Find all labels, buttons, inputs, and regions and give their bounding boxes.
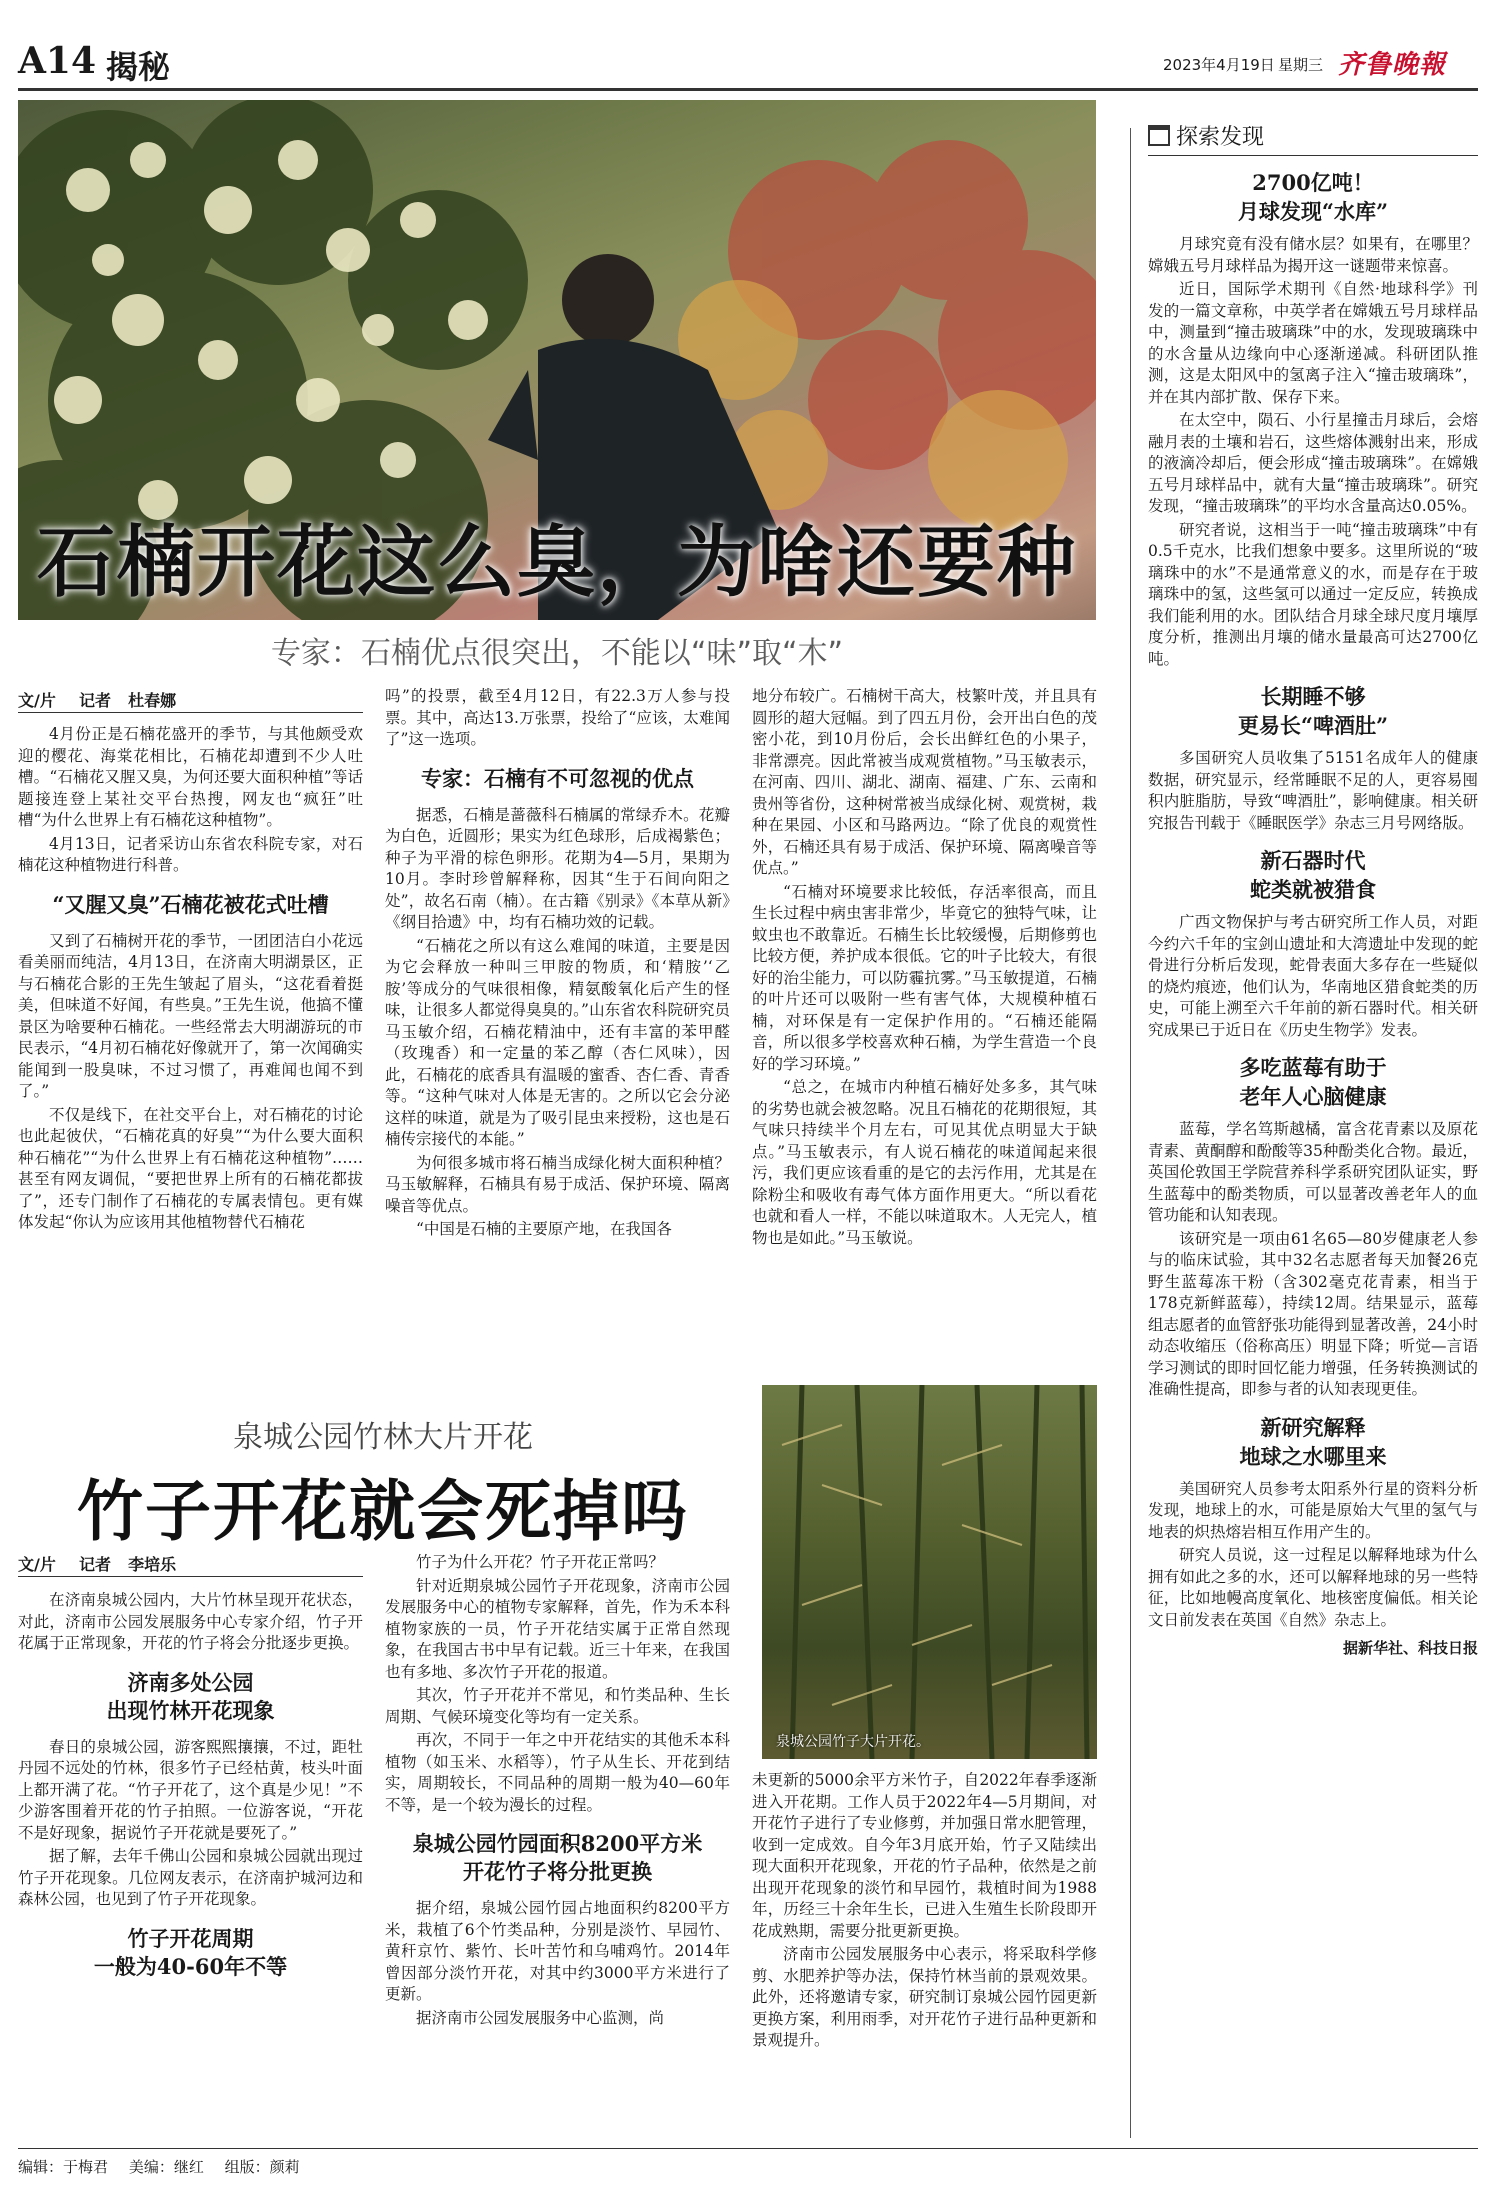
sidebar-item-head: 2700亿吨！ 月球发现“水库” bbox=[1237, 170, 1389, 224]
issue-date: 2023年4月19日 bbox=[1163, 56, 1275, 74]
sidebar-title-bar bbox=[1148, 120, 1478, 156]
photo-caption: 泉城公园竹子大片开花。 bbox=[776, 1734, 930, 1750]
article2-col2 bbox=[385, 1552, 730, 2150]
footer-rule bbox=[18, 2148, 1478, 2149]
sidebar-item-head: 新石器时代 蛇类就被猎食 bbox=[1250, 848, 1376, 902]
paragraph: 竹子为什么开花？竹子开花正常吗？ bbox=[416, 1553, 665, 1571]
paragraph: 4月13日，记者采访山东省农科院专家，对石楠花这种植物进行科普。 bbox=[18, 834, 363, 874]
article1-col1 bbox=[18, 724, 363, 1364]
sidebar-credit: 据新华社、科技日报 bbox=[1342, 1639, 1478, 1657]
art-label: 美编： bbox=[128, 2158, 174, 2176]
page-number: A14 bbox=[18, 40, 97, 82]
paragraph: 据济南市公园发展服务中心监测，尚 bbox=[416, 2008, 665, 2027]
paragraph: 据介绍，泉城公园竹园占地面积约8200平方米，栽植了6个竹类品种，分别是淡竹、早园竹、黄秆京竹、紫竹、长叶苦竹和乌哺鸡竹。2014年曾因部分淡竹开花，对其中约3000平方米进行了更新。 bbox=[385, 1899, 730, 2003]
bamboo-photo bbox=[762, 1385, 1097, 1759]
sidebar-item-head: 新研究解释 地球之水哪里来 bbox=[1239, 1414, 1387, 1469]
paragraph: 吗”的投票，截至4月12日，有22.3万人参与投票。其中，高达13.万张票，投给了“应该，太难闻了”这一选项。 bbox=[385, 687, 730, 748]
paragraph: 其次，竹子开花并不常见，和竹类品种、生长周期、气候环境变化等均有一定关系。 bbox=[385, 1686, 730, 1726]
paragraph: 地分布较广。石楠树干高大，枝繁叶茂，并且具有圆形的超大冠幅。到了四五月份，会开出白色的茂密小花，到10月份后，会长出鲜红色的小果子，非常漂亮。因此常被当成观赏植物。”马玉敏表示，在河南、四川、湖北、湖南、福建、广东、云南和贵州等省份，这种树常被当成绿化树、观赏树，栽种在果园、小区和马路两边。“除了优良的观赏性外，石楠还具有易于成活、保护环境、隔离噪音等优点。” bbox=[752, 687, 1097, 877]
paragraph: 春日的泉城公园，游客熙熙攘攘，不过，距牡丹园不远处的竹林，很多竹子已经枯黄，枝头叶面上都开满了花。“竹子开花了，这个真是少见！”不少游客围着开花的竹子拍照。一位游客说，“开花不是好现象，据说竹子开花就是要死了。” bbox=[18, 1737, 363, 1842]
paragraph: “中国是石楠的主要原产地，在我国各 bbox=[416, 1220, 672, 1238]
paragraph: 4月份正是石楠花盛开的季节，与其他颇受欢迎的樱花、海棠花相比，石楠花却遭到不少人吐槽。“石楠花又腥又臭，为何还要大面积种植”等话题接连登上某社交平台热搜，网友也“疯狂”吐槽“为什么世界上有石楠花这种植物”。 bbox=[18, 725, 363, 829]
sidebar-divider bbox=[1130, 128, 1131, 2138]
header-rule bbox=[18, 88, 1478, 91]
sidebar-title: 探索发现 bbox=[1176, 125, 1265, 150]
proof-name: 颜莉 bbox=[269, 2158, 300, 2176]
byline-name: 李培乐 bbox=[128, 1555, 177, 1574]
sidebar-item bbox=[1148, 846, 1478, 1041]
paragraph: 为何很多城市将石楠当成绿化树大面积种植？马玉敏解释，石楠具有易于成活、保护环境、隔离噪音等优点。 bbox=[385, 1153, 730, 1215]
proof-label: 组版： bbox=[224, 2158, 270, 2176]
byline-role: 记者 bbox=[78, 691, 111, 710]
paragraph: 蓝莓，学名笃斯越橘，富含花青素以及原花青素、黄酮醇和酚酸等35种酚类化合物。最近，英国伦敦国王学院营养科学系研究团队证实，野生蓝莓中的酚类物质，可以显著改善老年人的血管功能和认知表现。 bbox=[1148, 1120, 1478, 1224]
article1-col3 bbox=[752, 686, 1097, 1364]
newspaper-logo: 齐鲁晚報 bbox=[1338, 50, 1447, 80]
byline-label: 文/片 bbox=[18, 691, 56, 710]
article1-col2 bbox=[385, 686, 730, 1364]
sidebar-item bbox=[1148, 168, 1478, 670]
paragraph: 广西文物保护与考古研究所工作人员，对距今约六千年的宝剑山遗址和大湾遗址中发现的蛇骨进行分析后发现，蛇骨表面大多存在一些疑似的烧灼痕迹，他们认为，华南地区猎食蛇类的历史，可能上溯至六千年前的新石器时代。相关研究成果已于近日在《历史生物学》发表。 bbox=[1148, 913, 1478, 1039]
paragraph: “石楠对环境要求比较低，存活率很高，而且生长过程中病虫害非常少，毕竟它的独特气味，让蚊虫也不敢靠近。石楠生长比较缓慢，后期修剪也比较方便，养护成本很低。它的叶子比较大，有很好的治尘能力，可以防霾抗雾。”马玉敏提道，石楠的叶片还可以吸附一些有害气体，大规模种植石楠，对环保是有一定保护作用的。“石楠还能隔音，所以很多学校喜欢种石楠，为学生营造一个良好的学习环境。” bbox=[752, 882, 1097, 1073]
paragraph: 据了解，去年千佛山公园和泉城公园就出现过竹子开花现象。几位网友表示，在济南护城河边和森林公园，也见到了竹子开花现象。 bbox=[18, 1847, 363, 1908]
footer-credits bbox=[18, 2156, 300, 2177]
byline-label: 文/片 bbox=[18, 1555, 56, 1574]
paragraph: 在太空中，陨石、小行星撞击月球后，会熔融月表的土壤和岩石，这些熔体溅射出来，形成的液滴冷却后，便会形成“撞击玻璃珠”。在嫦娥五号月球样品中，就有大量“撞击玻璃珠”。研究发现，“撞击玻璃珠”的平均水含量高达0.05%。 bbox=[1148, 411, 1478, 515]
sidebar-item bbox=[1148, 682, 1478, 834]
paragraph: 该研究是一项由61名65—80岁健康老人参与的临床试验，其中32名志愿者每天加餐26克野生蓝莓冻干粉（含302毫克花青素，相当于178克新鲜蓝莓），持续12周。结果显示，蓝莓组志愿者的血管舒张功能得到显著改善，24小时动态收缩压（俗称高压）明显下降；听觉—言语学习测试的即时回忆能力增强，任务转换测试的准确性提高，即参与者的认知表现更佳。 bbox=[1148, 1229, 1478, 1398]
editor-name: 于梅君 bbox=[63, 2158, 109, 2176]
paragraph: 近日，国际学术期刊《自然·地球科学》刊发的一篇文章称，中英学者在嫦娥五号月球样品中，测量到“撞击玻璃珠”中的水，发现玻璃珠中的水含量从边缘向中心逐渐递减。科研团队推测，这是太阳风中的氢离子注入“撞击玻璃珠”，并在其内部扩散、保存下来。 bbox=[1148, 280, 1478, 406]
subheading: 泉城公园竹园面积8200平方米 开花竹子将分批更换 bbox=[412, 1831, 703, 1884]
article2-headline: 竹子开花就会死掉吗 bbox=[77, 1472, 689, 1550]
art-name: 继红 bbox=[173, 2158, 204, 2176]
article2-kicker: 泉城公园竹林大片开花 bbox=[233, 1420, 533, 1455]
subheading: 济南多处公园 出现竹林开花现象 bbox=[106, 1669, 275, 1723]
paragraph: 在济南泉城公园内，大片竹林呈现开花状态，对此，济南市公园发展服务中心专家介绍，竹子开花属于正常现象，开花的竹子将会分批逐步更换。 bbox=[18, 1591, 363, 1652]
article2-byline bbox=[18, 1552, 176, 1575]
sidebar-item-head: 长期睡不够 更易长“啤酒肚” bbox=[1237, 684, 1389, 738]
article2-col3 bbox=[752, 1770, 1097, 2150]
article1-byline bbox=[18, 688, 176, 711]
article1-subhead: 专家：石楠优点很突出，不能以“味”取“木” bbox=[270, 636, 844, 671]
paragraph: 多国研究人员收集了5151名成年人的健康数据，研究显示，经常睡眠不足的人，更容易囤积内脏脂肪，导致“啤酒肚”，影响健康。相关研究报告刊载于《睡眠医学》杂志三月号网络版。 bbox=[1148, 749, 1478, 832]
paragraph: “总之，在城市内种植石楠好处多多，其气味的劣势也就会被忽略。况且石楠花的花期很短，其气味只持续半个月左右，可见其优点明显大于缺点。”马玉敏表示，有人说石楠花的味道闻起来很污，我们更应该看重的是它的去污作用，尤其是在除粉尘和吸收有毒气体方面作用更大。“所以看花也就和看人一样，不能以味道取木。人无完人，植物也是如此。”马玉敏说。 bbox=[752, 1078, 1097, 1247]
byline-rule bbox=[18, 712, 363, 713]
paragraph: 又到了石楠树开花的季节，一团团洁白小花远看美丽而纯洁，4月13日，在济南大明湖景区，正与石楠花合影的王先生皱起了眉头，“这花看着挺美，但味道不好闻，有些臭。”王先生说，他搞不懂景区为啥要种石楠花。一些经常去大明湖游玩的市民表示，“4月初石楠花好像就开了，第一次闻确实能闻到一股臭味，不过习惯了，再难闻也闻不到了。” bbox=[18, 931, 363, 1100]
page-header bbox=[18, 40, 1478, 90]
shinan-photo bbox=[18, 100, 1096, 620]
paragraph: 未更新的5000余平方米竹子，自2022年春季逐渐进入开花期。工作人员于2022年4—5月期间，对开花竹子进行了专业修剪，并加强日常水肥管理，收到一定成效。自今年3月底开始，竹子又陆续出现大面积开花现象，开花的竹子品种，依然是之前出现开花现象的淡竹和早园竹，栽植时间为1988年，历经三十余年生长，已进入生殖生长阶段即开花成熟期，需要分批更新更换。 bbox=[752, 1771, 1097, 1940]
article2-col1 bbox=[18, 1590, 363, 2150]
sidebar-item-head: 多吃蓝莓有助于 老年人心脑健康 bbox=[1239, 1055, 1387, 1109]
paragraph: 再次，不同于一年之中开花结实的其他禾本科植物（如玉米、水稻等），竹子从生长、开花到结实，周期较长，不同品种的周期一般为40—60年不等，是一个较为漫长的过程。 bbox=[385, 1731, 730, 1814]
subheading: 专家：石楠有不可忽视的优点 bbox=[421, 765, 694, 791]
byline-rule bbox=[18, 1576, 363, 1577]
paragraph: 美国研究人员参考太阳系外行星的资料分析发现，地球上的水，可能是原始大气里的氢气与地表的炽热熔岩相互作用产生的。 bbox=[1148, 1479, 1478, 1541]
bamboo-illustration bbox=[762, 1385, 1097, 1759]
editor-label: 编辑： bbox=[18, 2158, 64, 2176]
byline-role: 记者 bbox=[78, 1555, 111, 1574]
paragraph: 据悉，石楠是蔷薇科石楠属的常绿乔木。花瓣为白色，近圆形；果实为红色球形，后成褐紫色；种子为平滑的棕色卵形。花期为4—5月，果期为10月。李时珍曾解释称，因其“生于石间向阳之处”，故名石南（楠）。在古籍《别录》《本草从新》《纲目拾遗》中，均有石楠功效的记载。 bbox=[385, 805, 730, 931]
paragraph: 不仅是线下，在社交平台上，对石楠花的讨论也此起彼伏，“石楠花真的好臭”“为什么要大面积种石楠花”“为什么世界上有石楠花这种植物”……甚至有网友调侃，“要把世界上所有的石楠花都拔了”，还专门制作了石楠花的专属表情包。更有媒体发起“你认为应该用其他植物替代石楠花 bbox=[18, 1105, 363, 1231]
sidebar-title-icon bbox=[1148, 125, 1170, 146]
issue-weekday: 星期三 bbox=[1278, 56, 1324, 74]
subheading: “又腥又臭”石楠花被花式吐槽 bbox=[52, 891, 329, 917]
subheading: 竹子开花周期 一般为40-60年不等 bbox=[93, 1925, 288, 1979]
sidebar-item bbox=[1148, 1053, 1478, 1401]
paragraph: 研究者说，这相当于一吨“撞击玻璃珠”中有0.5千克水，比我们想象中要多。这里所说的“玻璃珠中的水”不是通常意义的水，而是存在于玻璃珠中的氢，这些氢可以通过一定反应，转换成我们能利用的水。团队结合月球全球尺度月壤厚度分析，推测出月壤的储水量最高可达2700亿吨。 bbox=[1148, 520, 1478, 668]
byline-name: 杜春娜 bbox=[128, 691, 177, 710]
paragraph: 研究人员说，这一过程足以解释地球为什么拥有如此之多的水，还可以解释地球的另一些特征，比如地幔高度氧化、地核密度偏低。相关论文日前发表在英国《自然》杂志上。 bbox=[1148, 1546, 1478, 1629]
sidebar-item bbox=[1148, 1413, 1478, 1632]
paragraph: 月球究竟有没有储水层？如果有，在哪里？嫦娥五号月球样品为揭开这一谜题带来惊喜。 bbox=[1148, 235, 1478, 275]
article1-headline: 石楠开花这么臭，为啥还要种 bbox=[36, 517, 1077, 608]
section-name: 揭秘 bbox=[106, 48, 171, 86]
paragraph: 济南市公园发展服务中心表示，将采取科学修剪、水肥养护等办法，保持竹林当前的景观效果。此外，还将邀请专家，研究制订泉城公园竹园更新更换方案，利用雨季，对开花竹子进行品种更新和景观提升。 bbox=[752, 1945, 1097, 2049]
paragraph: 针对近期泉城公园竹子开花现象，济南市公园发展服务中心的植物专家解释，首先，作为禾本科植物家族的一员，竹子开花结实属于正常自然现象，在我国古书中早有记载。近三十年来，在我国也有多地、多次竹子开花的报道。 bbox=[385, 1576, 730, 1681]
sidebar bbox=[1148, 120, 1478, 2140]
paragraph: “石楠花之所以有这么难闻的味道，主要是因为它会释放一种叫三甲胺的物质，和‘精胺’‘乙胺’等成分的气味很相像，精氨酸氧化后产生的怪味，让很多人都觉得臭臭的。”山东省农科院研究员马玉敏介绍，石楠花精油中，还有丰富的苯甲醛（玫瑰香）和一定量的苯乙醇（杏仁风味），因此，石楠花的底香具有温暖的蜜香、杏仁香、青香等。“这种气味对人体是无害的。之所以它会分泌这样的味道，就是为了吸引昆虫来授粉，这也是石楠传宗接代的本能。” bbox=[385, 936, 730, 1148]
